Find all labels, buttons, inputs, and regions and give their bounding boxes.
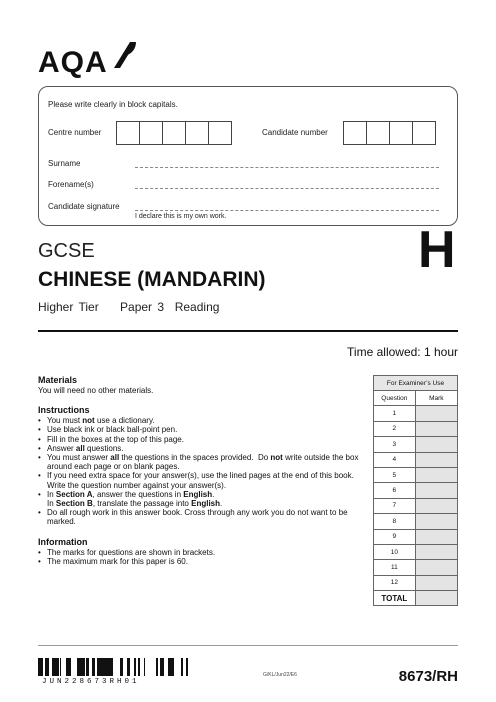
forenames-label: Forename(s): [48, 180, 94, 189]
mark-cell: [415, 544, 457, 559]
barcode-bar: [69, 658, 71, 676]
question-number: 12: [374, 575, 416, 590]
candidate-number-label: Candidate number: [262, 128, 328, 137]
instructions-heading: Instructions: [38, 405, 90, 416]
barcode-bar: [92, 658, 95, 676]
logo-text: AQA: [38, 46, 108, 79]
instruction-item: • You must answer all the questions in the spaces provided. Do not write outside the box around each page or on blank pages.: [38, 453, 363, 471]
surname-label: Surname: [48, 159, 81, 168]
information-item: • The maximum mark for this paper is 60.: [38, 557, 363, 566]
instruction-item: • Do all rough work in this answer book. Cross through any work you do not want to be marked.: [38, 508, 363, 526]
question-number: 11: [374, 560, 416, 575]
question-number: 1: [374, 406, 416, 421]
signature-field[interactable]: [135, 210, 439, 211]
candidate-number-field[interactable]: [344, 121, 436, 145]
barcode-bar: [86, 658, 89, 676]
digit-box[interactable]: [412, 121, 436, 145]
qualification-title: GCSE: [38, 240, 95, 262]
subject-title: CHINESE (MANDARIN): [38, 268, 266, 291]
digit-box[interactable]: [389, 121, 413, 145]
question-number: 6: [374, 483, 416, 498]
barcode-bar: [161, 658, 164, 676]
barcode-bar: [156, 658, 158, 676]
barcode-bar: [60, 658, 61, 676]
question-number: 8: [374, 514, 416, 529]
block-capitals-instruction: Please write clearly in block capitals.: [48, 100, 178, 109]
barcode-bar: [102, 658, 105, 676]
barcode-bar: [99, 658, 102, 676]
barcode-bar: [127, 658, 130, 676]
instruction-item: • In Section A, answer the questions in English. In Section B, translate the passage into English.: [38, 490, 363, 508]
question-number: 10: [374, 544, 416, 559]
time-allowed: Time allowed: 1 hour: [347, 345, 458, 359]
barcode-bar: [186, 658, 188, 676]
question-column-header: Question: [374, 391, 416, 406]
instruction-item: • You must not use a dictionary.: [38, 416, 363, 425]
tier-letter: H: [418, 221, 456, 279]
paper-subtitle: Higher Tier Paper 3 Reading: [38, 300, 220, 314]
centre-number-field[interactable]: [117, 121, 232, 145]
question-number: 7: [374, 498, 416, 513]
barcode-bar: [40, 658, 42, 676]
paper-reference: G/KL/Jun22/E6: [263, 672, 297, 678]
mark-column-header: Mark: [415, 391, 457, 406]
front-cover-instructions: [38, 375, 363, 566]
mark-cell: [415, 406, 457, 421]
mark-cell: [415, 421, 457, 436]
barcode-bar: [160, 658, 161, 676]
mark-cell: [415, 560, 457, 575]
barcode-bar: [134, 658, 136, 676]
barcode-bar: [48, 658, 49, 676]
barcode-bar: [45, 658, 48, 676]
barcode-bar: [54, 658, 57, 676]
question-number: 4: [374, 452, 416, 467]
footer-divider: [38, 645, 458, 646]
barcode-bar: [42, 658, 43, 676]
barcode-bar: [106, 658, 109, 676]
barcode-bar: [77, 658, 79, 676]
mark-cell: [415, 437, 457, 452]
barcode-bar: [120, 658, 123, 676]
aqa-leaf-icon: [110, 38, 138, 72]
mark-cell: [415, 514, 457, 529]
materials-text: You will need no other materials.: [38, 386, 154, 395]
mark-cell: [415, 483, 457, 498]
digit-box[interactable]: [139, 121, 163, 145]
barcode-bar: [144, 658, 145, 676]
information-heading: Information: [38, 536, 88, 547]
instruction-item: • Answer all questions.: [38, 444, 363, 453]
centre-number-label: Centre number: [48, 128, 102, 137]
declaration-text: I declare this is my own work.: [135, 213, 227, 220]
question-number: 9: [374, 529, 416, 544]
instruction-item: • Use black ink or black ball-point pen.: [38, 425, 363, 434]
barcode-bar: [138, 658, 139, 676]
mark-cell: [415, 575, 457, 590]
signature-label: Candidate signature: [48, 202, 120, 211]
instruction-item: • If you need extra space for your answer(s), use the lined pages at the end of this book. Write the question number against your answer(s).: [38, 471, 363, 489]
aqa-logo: [38, 38, 138, 78]
digit-box[interactable]: [185, 121, 209, 145]
mark-cell: [415, 452, 457, 467]
barcode-bar: [171, 658, 174, 676]
total-label: TOTAL: [374, 591, 416, 606]
barcode-bar: [111, 658, 113, 676]
mark-cell: [415, 529, 457, 544]
barcode-bar: [57, 658, 59, 676]
materials-heading: Materials: [38, 375, 78, 385]
information-item: • The marks for questions are shown in brackets.: [38, 548, 363, 557]
barcode-image: [38, 658, 188, 676]
digit-box[interactable]: [208, 121, 232, 145]
barcode-bar: [105, 658, 106, 676]
surname-field[interactable]: [135, 167, 439, 168]
mark-cell: [415, 498, 457, 513]
barcode-bar: [139, 658, 140, 676]
barcode-bar: [52, 658, 54, 676]
question-number: 5: [374, 467, 416, 482]
specification-code: 8673/RH: [398, 668, 458, 685]
barcode-bar: [168, 658, 171, 676]
barcode-bar: [66, 658, 68, 676]
barcode-bar: [79, 658, 82, 676]
title-divider: [38, 330, 458, 332]
barcode-bar: [82, 658, 85, 676]
barcode-bar: [109, 658, 111, 676]
question-number: 3: [374, 437, 416, 452]
digit-box[interactable]: [343, 121, 367, 145]
barcode-bar: [97, 658, 99, 676]
barcode-bar: [38, 658, 40, 676]
barcode-bar: [68, 658, 69, 676]
barcode-bar: [181, 658, 183, 676]
candidate-details-box: [38, 86, 458, 226]
digit-box[interactable]: [162, 121, 186, 145]
question-number: 2: [374, 421, 416, 436]
examiner-table-title: For Examiner’s Use: [374, 376, 458, 391]
forenames-field[interactable]: [135, 188, 439, 189]
mark-cell: [415, 467, 457, 482]
barcode-text: JUN228673RH01: [42, 678, 140, 686]
digit-box[interactable]: [366, 121, 390, 145]
digit-box[interactable]: [116, 121, 140, 145]
total-mark-cell: [415, 591, 457, 606]
instruction-item: • Fill in the boxes at the top of this page.: [38, 435, 363, 444]
examiner-use-table: [373, 375, 458, 606]
